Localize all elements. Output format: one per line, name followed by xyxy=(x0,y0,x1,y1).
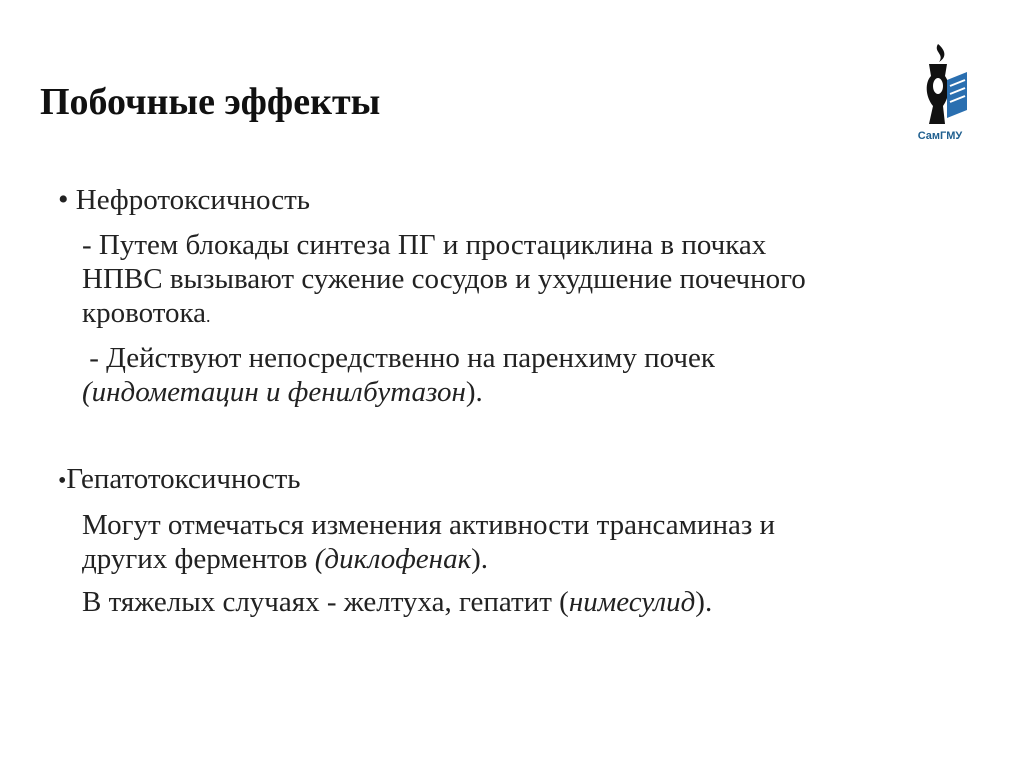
nephro-paragraph-1 xyxy=(82,228,806,333)
slide-title: Побочные эффекты xyxy=(40,81,381,123)
nephro-paragraph-2 xyxy=(82,341,715,409)
nephro-p2-italic: (индометацин и фенилбутазон xyxy=(82,376,466,408)
logo-label: СамГМУ xyxy=(917,130,963,142)
bullet-icon: • xyxy=(58,183,69,216)
hepato-p2-line xyxy=(82,585,712,619)
hepato-heading-line xyxy=(58,462,301,498)
nephro-p1-line2: НПВС вызывают сужение сосудов и ухудшение почечного xyxy=(82,263,806,295)
torch-book-icon xyxy=(905,40,975,130)
nephro-p1-line1: - Путем блокады синтеза ПГ и простациклина в почках xyxy=(82,229,767,261)
nephro-p1-end: . xyxy=(206,306,211,326)
hepato-p1-end: ). xyxy=(471,543,489,575)
hepato-heading: Гепатотоксичность xyxy=(66,463,301,495)
nephro-p2-line1: - Действуют непосредственно на паренхиму почек xyxy=(82,342,715,374)
hepato-paragraph-2 xyxy=(82,585,712,619)
hepato-p1-line2 xyxy=(82,542,775,576)
nephro-p2-end: ). xyxy=(465,376,483,408)
hepato-paragraph-1 xyxy=(82,508,775,576)
nephro-p1-line3-text: кровотока xyxy=(82,297,207,329)
samgmu-logo xyxy=(905,40,975,150)
nephro-heading: Нефротоксичность xyxy=(75,184,310,216)
hepato-p2-italic: нимесулид xyxy=(568,586,696,618)
hepato-p1-italic: (диклофенак xyxy=(314,543,472,575)
bullet-icon: • xyxy=(58,468,67,494)
hepato-p2-end: ). xyxy=(695,586,713,618)
hepato-p1-line1: Могут отмечаться изменения активности трансаминаз и xyxy=(82,509,776,541)
nephro-p2-line2 xyxy=(82,375,715,409)
nephro-heading-line xyxy=(58,183,310,217)
nephro-p1-line3 xyxy=(82,296,806,333)
hepato-p1-line2-text: других ферментов xyxy=(82,543,315,575)
hepato-p2-text: В тяжелых случаях - желтуха, гепатит ( xyxy=(82,586,569,618)
